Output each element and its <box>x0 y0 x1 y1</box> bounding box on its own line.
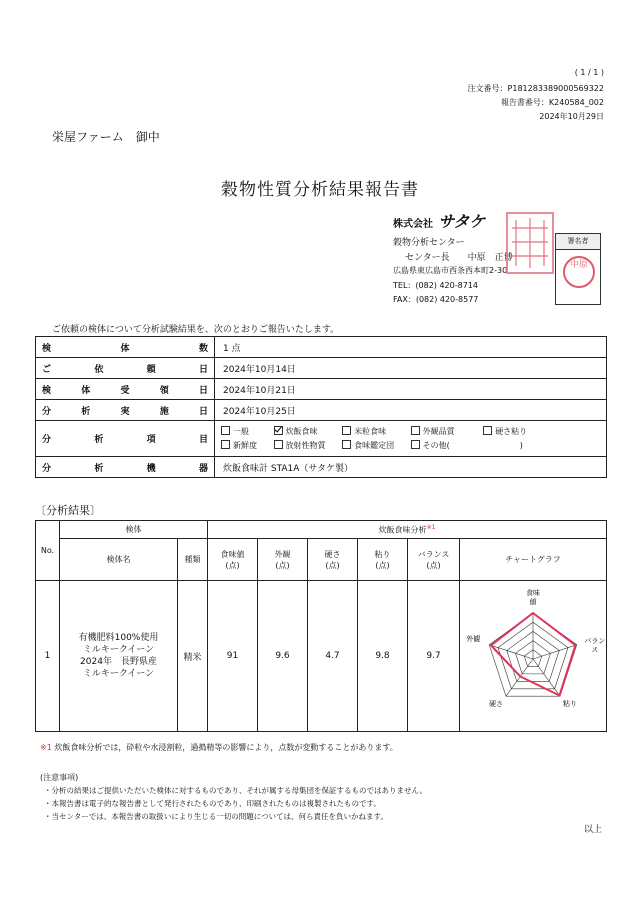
col-analysis <box>208 521 607 539</box>
col-name: 検体名 <box>60 539 178 581</box>
items-label-text: 分 析 項 目 <box>42 435 208 445</box>
item-checkbox[interactable] <box>221 425 271 439</box>
checkbox-icon <box>221 440 230 449</box>
footnote <box>40 742 398 753</box>
info-label-text: 分 析 機 器 <box>42 463 208 474</box>
radar-axis-label: 粘り <box>563 700 578 709</box>
item-checkbox[interactable] <box>274 439 340 453</box>
company-prefix: 株式会社 <box>393 219 433 230</box>
col-label: 外観 <box>274 549 291 559</box>
issuer-tel: TEL：(082) 420-8714 <box>393 281 478 290</box>
results-subheader-row <box>36 539 607 581</box>
row-appearance: 9.6 <box>258 581 308 732</box>
col-kind: 種類 <box>178 539 208 581</box>
item-checkbox[interactable] <box>411 441 523 450</box>
col-balance <box>408 539 460 581</box>
col-label: 食味値 <box>220 549 245 559</box>
radar-axis-label: バラン <box>584 636 606 645</box>
item-label: 外観品質 <box>422 426 455 436</box>
item-checkbox[interactable] <box>221 439 271 453</box>
col-unit: (点) <box>275 560 290 570</box>
instrument-value: 炊飯食味計 STA1A（サタケ製） <box>215 457 607 478</box>
col-appearance <box>258 539 308 581</box>
info-label <box>36 457 215 478</box>
info-label-text: 検 体 数 <box>42 343 208 354</box>
company-brand: サタケ <box>438 212 486 231</box>
col-sample: 検体 <box>60 521 208 539</box>
checkbox-checked-icon <box>274 426 283 435</box>
col-chart: チャートグラフ <box>460 539 607 581</box>
info-label-text: 検 体 受 領 日 <box>42 385 208 396</box>
issuer-company <box>393 209 485 232</box>
intro-text: ご依頼の検体について分析試験結果を、次のとおりご報告いたします。 <box>52 325 340 335</box>
results-table <box>35 520 607 732</box>
checkbox-icon <box>342 426 351 435</box>
table-row <box>36 581 607 732</box>
info-label-text: 分 析 実 施 日 <box>42 406 208 417</box>
col-unit: (点) <box>225 560 240 570</box>
info-value: 2024年10月21日 <box>215 379 607 400</box>
checkbox-icon <box>274 440 283 449</box>
row-balance: 9.7 <box>408 581 460 732</box>
signer-box <box>555 233 601 305</box>
addressee: 栄屋ファーム 御中 <box>52 130 160 144</box>
issuer-head: センター長 中原 正博 <box>405 253 513 263</box>
radar-axis-label: 外観 <box>466 634 481 643</box>
info-value: 2024年10月14日 <box>215 358 607 379</box>
note-line: ・本報告書は電子的な報告書として発行されたものであり、印刷されたものは複製されたものです。 <box>44 799 381 808</box>
item-checkbox[interactable] <box>274 425 340 439</box>
col-no: No. <box>36 521 60 581</box>
page-title: 穀物性質分析結果報告書 <box>221 180 419 200</box>
items-line-1 <box>221 425 600 439</box>
page-number: ( 1 / 1 ) <box>574 68 604 77</box>
items-line-2 <box>221 439 600 453</box>
sample-name-line: ミルキークイーン <box>82 645 155 655</box>
issuer-center: 穀物分析センター <box>393 238 465 248</box>
row-taste: 91 <box>208 581 258 732</box>
item-label: 炊飯食味 <box>285 426 318 436</box>
sample-name-line: 2024年 長野県産 <box>80 657 157 667</box>
col-unit: (点) <box>325 560 340 570</box>
info-row <box>36 337 607 358</box>
checkbox-icon <box>342 440 351 449</box>
item-checkbox[interactable] <box>411 425 481 439</box>
item-checkbox[interactable] <box>342 425 408 439</box>
sample-name-line: 有機肥料100%使用 <box>78 633 159 643</box>
col-label: バランス <box>417 549 450 559</box>
info-label-text: ご 依 頼 日 <box>42 364 208 375</box>
note-line: ・当センターでは、本報告書の取扱いにより生じる一切の問題については、何ら責任を負いかねます。 <box>44 812 388 821</box>
info-row <box>36 358 607 379</box>
row-stickiness: 9.8 <box>358 581 408 732</box>
info-label <box>36 337 215 358</box>
items-label <box>36 421 215 457</box>
row-sample-name <box>60 581 178 732</box>
item-checkbox[interactable] <box>483 427 527 436</box>
radar-axis-line <box>533 645 577 659</box>
item-label: 米粒食味 <box>354 426 387 436</box>
analysis-title: 炊飯食味分析 <box>378 525 427 535</box>
col-label: 硬さ <box>324 549 341 559</box>
checkbox-icon <box>411 440 420 449</box>
footnote-mark: ※1 <box>40 743 52 752</box>
radar-axis-label: 硬さ <box>488 700 503 709</box>
radar-axis-label: 食味 <box>526 589 540 597</box>
items-list <box>215 421 607 457</box>
info-row <box>36 400 607 421</box>
radar-chart <box>463 585 606 725</box>
order-number: 注文番号：P181283389000569322 <box>467 84 604 93</box>
col-label: 粘り <box>374 549 391 559</box>
signer-label: 署名者 <box>556 234 600 250</box>
analysis-note-mark: ※1 <box>426 523 436 531</box>
info-value: 2024年10月25日 <box>215 400 607 421</box>
item-label: その他( <box>422 440 450 450</box>
row-chart <box>460 581 607 732</box>
row-kind: 精米 <box>178 581 208 732</box>
item-checkbox[interactable] <box>342 439 408 453</box>
row-no: 1 <box>36 581 60 732</box>
col-taste <box>208 539 258 581</box>
issuer-fax: FAX：(082) 420-8577 <box>393 295 479 304</box>
item-label: 放射性物質 <box>285 440 326 450</box>
checkbox-icon <box>221 426 230 435</box>
item-label: 一般 <box>233 426 249 436</box>
item-label: 新鮮度 <box>233 440 257 450</box>
item-label: 食味鑑定団 <box>354 440 395 450</box>
radar-axis-line <box>533 659 560 696</box>
info-label <box>36 358 215 379</box>
report-date: 2024年10月29日 <box>539 112 604 121</box>
sample-name-line: ミルキークイーン <box>82 669 155 679</box>
notes-title: (注意事項) <box>40 773 79 782</box>
col-stickiness <box>358 539 408 581</box>
col-hardness <box>308 539 358 581</box>
radar-axis-label: 値 <box>529 598 537 606</box>
info-value: 1 点 <box>215 337 607 358</box>
note-line: ・分析の結果はご提供いただいた検体に対するものであり、それが属する母集団を保証するものではありません。 <box>44 786 427 795</box>
items-row <box>36 421 607 457</box>
checkbox-icon <box>483 426 492 435</box>
closing-text: 以上 <box>583 825 602 835</box>
item-label: 硬さ粘り <box>495 426 528 436</box>
info-row <box>36 457 607 478</box>
company-seal <box>506 212 554 274</box>
row-hardness: 4.7 <box>308 581 358 732</box>
checkbox-icon <box>411 426 420 435</box>
info-label <box>36 400 215 421</box>
footnote-text: 炊飯食味分析では，砕粒や水浸割粒，過搗精等の影響により，点数が変動することがあります。 <box>54 743 398 752</box>
results-header-row <box>36 521 607 539</box>
col-unit: (点) <box>375 560 390 570</box>
col-unit: (点) <box>426 560 441 570</box>
report-number: 報告書番号：K240584_002 <box>500 98 604 107</box>
radar-axis-label: ス <box>591 645 599 654</box>
personal-seal: 中原 <box>563 256 595 288</box>
info-row <box>36 379 607 400</box>
results-heading: 〔分析結果〕 <box>35 504 101 517</box>
issuer-address: 広島県東広島市西条西本町2-30 <box>393 266 508 275</box>
info-label <box>36 379 215 400</box>
item-other-close: ) <box>519 440 523 450</box>
info-table <box>35 336 607 478</box>
